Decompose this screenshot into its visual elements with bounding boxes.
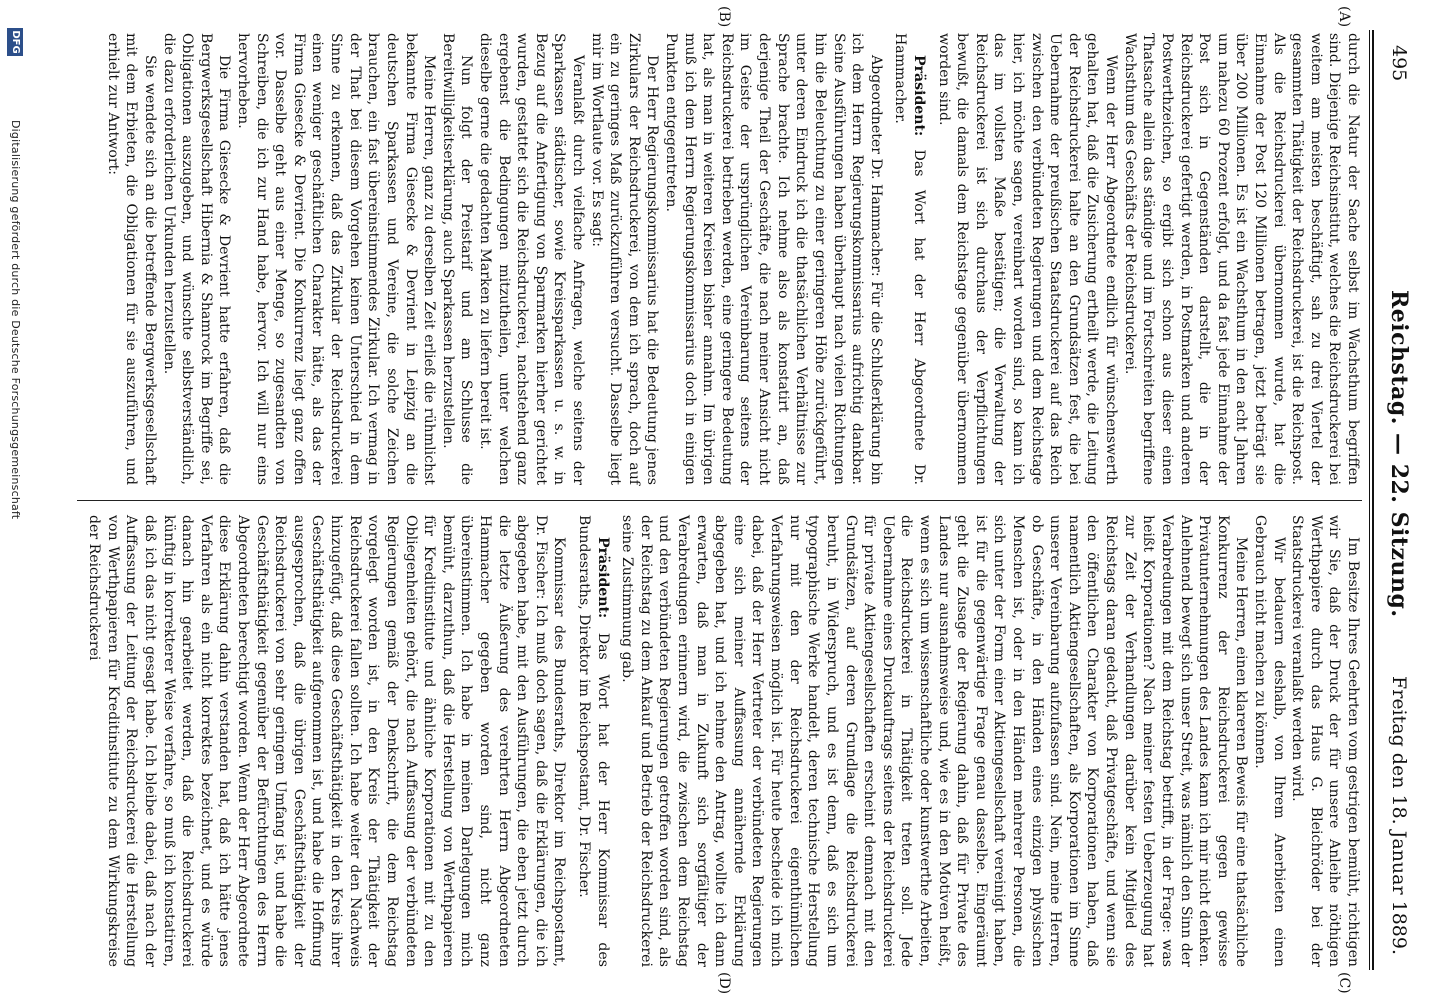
- paragraph: Meine Herren, einen klareren Beweis für eine thatsächliche Konkurrenz der Reichsdruckerei gegen gewisse Privatunternehmungen des Landes kann ich mir nicht denken. Anlehnend bewegt sich unser Streit, was nämlich den Sinn der Verabredungen mit dem Reichstag betrifft, in der Frage: was heißt Korporationen? Nach meiner festen Ueberzeugung hat zur Zeit der Verhandlungen darüber kein Mitglied des Reichstags daran gedacht, daß Privatgeschäfte, und wenn sie den öffentlichen Charakter von Korporationen haben, daß namentlich Aktiengesellschaften, als Korporationen im Sinne unserer Vereinbarung aufzufassen sind. Nein, meine Herren, ob Geschäfte, in den Händen eines einzigen physischen Menschen ist, oder in den Händen mehrerer Personen, die sich unter der Form einer Aktiengesellschaft vereinigt haben, ist für die gegenwärtige Frage genau dasselbe. Eingeräumt geht die Zusage der Regierung dahin, daß für Private des Landes nur ausnahmsweise und, wie es in den Motiven heißt, wenn es sich um wissenschaftliche oder kunstwerthe Arbeiten, die Reichsdruckerei in Thätigkeit treten soll. Jede Uebernahme eines Druckauftrags seitens der Reichsdruckerei für private Aktiengesellschaften erscheint demnach mit den Grundsätzen, auf deren Grundlage die Reichsdruckerei beruht, in Widerspruch, und es ist denn, daß es sich um typographische Werke handelt, deren technische Herstellung nur mit den der Reichsdruckerei eigenthümlichen Verfahrungsweisen möglich ist. Für heute bescheide ich mich dabei, daß der Herr Vertreter der verbündeten Regierungen eine sich meiner Auffassung annähernde Erklärung abgegeben hat, und ich nehme den Antrag, wollte ich dann erwarten, daß man in Zukunft sich sorgfältiger der Verabredungen erinnern wird, die zwischen dem Reichstag und den verbündeten Regierungen getroffen worden sind, als der Reichstag zu dem Ankauf und Betrieb der Reichsdruckerei seine Zustimmung gab.: [619, 515, 1250, 967]
- paragraph: Nun folgt der Preistarif und am Schlusse die Bereitwilligkeitserklärung, auch Sparkassen herzustellen.: [439, 33, 475, 485]
- dfg-logo: DFG: [7, 28, 23, 56]
- marker-c: (C): [1336, 972, 1352, 994]
- page-header: [1376, 30, 1416, 970]
- paragraph: Abgeordneter Dr. Hammacher: Für die Schlußerklärung bin ich dem Herrn Regierungskommissarius aufrichtig dankbar. Seine Ausführungen haben überhaupt nach vielen Richtungen hin die Beleuchtung zu einer geringeren Höhe zurückgeführt, unter deren Eindruck ich die thatsächlichen Verhältnisse zur Sprache brachte. Ich nehme also als konstatirt an, daß derjenige Theil der Geschäfte, die nach meiner Ansicht nicht im Geiste der ursprünglichen Vereinbarung seitens der Reichsdruckerei betrieben werden, eine geringere Bedeutung hat, als man in weiteren Kreisen bisher annahm. Im übrigen muß ich dem Herrn Regierungskommissarius doch in einigen Punkten entgegentreten.: [663, 33, 884, 485]
- right-column: [77, 515, 1362, 967]
- president-text: Das Wort hat der Herr Abgeordnete Dr. Hammacher.: [892, 33, 927, 486]
- speaker-label: Präsident:: [594, 537, 611, 619]
- paragraph: Kommissar des Bundesraths, Direktor im Reichspostamt, Dr. Fischer: Ich muß doch sagen, daß die Erklärungen, die ich abgegeben habe, mit den Ausführungen, die eben jetzt durch die letzte Äußerung des verehrten Herrn Abgeordneten Hammacher gegeben worden sind, nicht ganz übereinstimmen. Ich habe in meinen Darlegungen mich bemüht, darzuthun, daß die Herstellung von Werthpapieren für Kreditinstitute und ähnliche Korporationen mit zu den Obliegenheiten gehört, die nach Auffassung der verbündeten Regierungen gemäß der Denkschrift, die dem Reichstag vorgelegt worden ist, in den Kreis der Thätigkeit der Reichsdruckerei fallen sollten. Ich habe weiter den Nachweis hinzugefügt, daß diese Geschäftsthätigkeit in den Kreis ihrer Geschäftsthätigkeit aufgenommen ist, und habe die Hoffnung ausgesprochen, daß die übrigen Geschäftsthätigkeit der Reichsdruckerei von sehr geringem Umfang ist, und habe die Geschäftsthätigkeit gegenüber der Befürchtungen des Herrn Abgeordneten berechtigt worden. Wenn der Herr Abgeordnete diese Erklärung dahin verstanden hat, daß ich hätte jenes Verfahren als ein nicht korrektes bezeichnet, und es würde danach hin gearbeitet werden, daß die Reichsdruckerei künftig in korrekterer Weise verfahre, so muß ich konstatiren, daß ich das nicht gesagt habe. Ich bleibe dabei, daß nach der Auffassung der Leitung der Reichsdruckerei die Herstellung von Werthpapieren für Kreditinstitute zu dem Wirkungskreise der Reichsdruckerei: [86, 515, 568, 967]
- header-date: Freitag den 18. Januar 1889.: [1388, 676, 1410, 955]
- paragraph: Der Herr Regierungskommissarius hat die Bedeutung jenes Zirkulars der Reichsdruckerei, von dem ich sprach, doch auf ein zu geringes Maß zurückzuführen versucht. Dasselbe liegt mir im Wortlaute vor. Es sagt:: [588, 33, 661, 485]
- header-title: Reichstag. — 22. Sitzung.: [1386, 290, 1412, 618]
- president-remark: [891, 33, 928, 485]
- president-remark: [574, 515, 611, 967]
- footer-text: Digitalisierung gefördert durch die Deutsche Forschungsgemeinschaft: [9, 120, 22, 520]
- marker-b: (B): [716, 6, 732, 28]
- marker-d: (D): [716, 972, 732, 995]
- paragraph: durch die Natur der Sache selbst im Wachsthum begriffen sind. Diejenige Reichsinstitut, welches die Reichsdruckerei bei weitem am meisten beschäftigt, sah zu drei Viertel der gesammten Thätigkeit der Reichsdruckerei, ist die Reichspost. Als die Reichsdruckerei übernommen wurde, hat die Einnahme der Post 120 Millionen betragen, jetzt beträgt sie über 200 Millionen. Es ist ein Wachsthum in den acht Jahren um nahezu 60 Prozent erfolgt, und da fast jede Einnahme der Post sich in Gegenständen darstellt, die in der Reichsdruckerei gefertigt werden, in Postmarken und anderen Postwerthzeichen, so ergibt sich schon aus dieser einen Thatsache allein das ständige und im Fortschreiten begriffene Wachsthum des Geschäfts der Reichsdruckerei.: [1121, 33, 1361, 485]
- column-divider: [77, 500, 1362, 501]
- header-rule-thin: [1369, 30, 1370, 970]
- paragraph: Meine Herren, ganz zu derselben Zeit erließ die rühmlichst bekannte Firma Giesecke & Devrient in Leipzig an die deutschen Sparkassen und Vereine, die solche Zeichen brauchen, ein fast übereinstimmendes Zirkular. Ich vermag in der That bei diesem Vorgehen keinen Unterschied in dem Sinne zu erkennen, daß das Zirkular der Reichsdruckerei einen weniger geschäftlichen Charakter hätte, als das der Firma Giesecke & Devrient. Die Konkurrenz liegt ganz offen vor. Dasselbe geht aus einer Menge, so zugesandten von Schreiben, die ich zur Hand habe, hervor. Ich will nur eins hervorheben.: [235, 33, 438, 485]
- header-rule: [1372, 30, 1374, 970]
- paragraph: Wenn der Herr Abgeordnete endlich für wünschenswerth gehalten hat, daß die Zusicherung ertheilt werde, die Leitung der Reichsdruckerei halte an den Grundsätzen fest, die bei Uebernahme der preußischen Staatsdruckerei auf das Reich zwischen den verbündeten Regierungen und dem Reichstage hier, ich möchte sagen, vereinbart worden sind, so kann ich das im vollsten Maße bestätigen; die Verwaltung der Reichsdruckerei ist sich durchaus der Verpflichtungen bewußt, die damals dem Reichstage gegenüber übernommen worden sind.: [935, 33, 1120, 485]
- left-column: [77, 33, 1362, 485]
- digitization-footer: [0, 0, 26, 1000]
- paragraph: Veranlaßt durch vielfache Anfragen, welche seitens der Sparkassen städtischer, sowie Kreissparkassen u. s. w. in Bezug auf die Anfertigung von Sparmarken hierher gerichtet wurden, gestattet sich die Reichsdruckerei, nachstehend ganz ergebenst die Bedingungen mitzutheilen, unter welchen dieselbe gerne die gedachten Marken zu liefern bereit ist.: [476, 33, 587, 485]
- speaker-label: Präsident:: [910, 55, 927, 137]
- paragraph: Im Besitze Ihres Geehrten vom gestrigen bemüht, richtigen wir Sie, daß der Druck der für unsere Anleihe nöthigen Werthpapiere durch das Haus G. Bleichröder bei der Staatsdruckerei veranlaßt werden wird.: [1289, 515, 1361, 967]
- paragraph: Wir bedauern deshalb, von Ihrem Anerbieten einen Gebrauch nicht machen zu können.: [1251, 515, 1287, 967]
- page-number: 495: [1388, 45, 1410, 82]
- paragraph: Die Firma Giesecke & Devrient hatte erfahren, daß die Bergwerksgesellschaft Hibernia & Shamrock im Begriffe sei, Obligationen auszugeben, und wünschte selbstverständlich, die dazu erforderlichen Urkunden herzustellen.: [160, 33, 233, 485]
- marker-a: (A): [1336, 6, 1352, 28]
- president-text: Das Wort hat der Herr Kommissar des Bundesraths, Direktor im Reichspostamt, Dr. Fischer.: [576, 515, 611, 967]
- paragraph: Sie wendete sich an die betreffende Bergwerksgesellschaft mit dem Erbieten, die Obligationen für sie auszuführen, und erhielt zur Antwort:: [104, 33, 158, 485]
